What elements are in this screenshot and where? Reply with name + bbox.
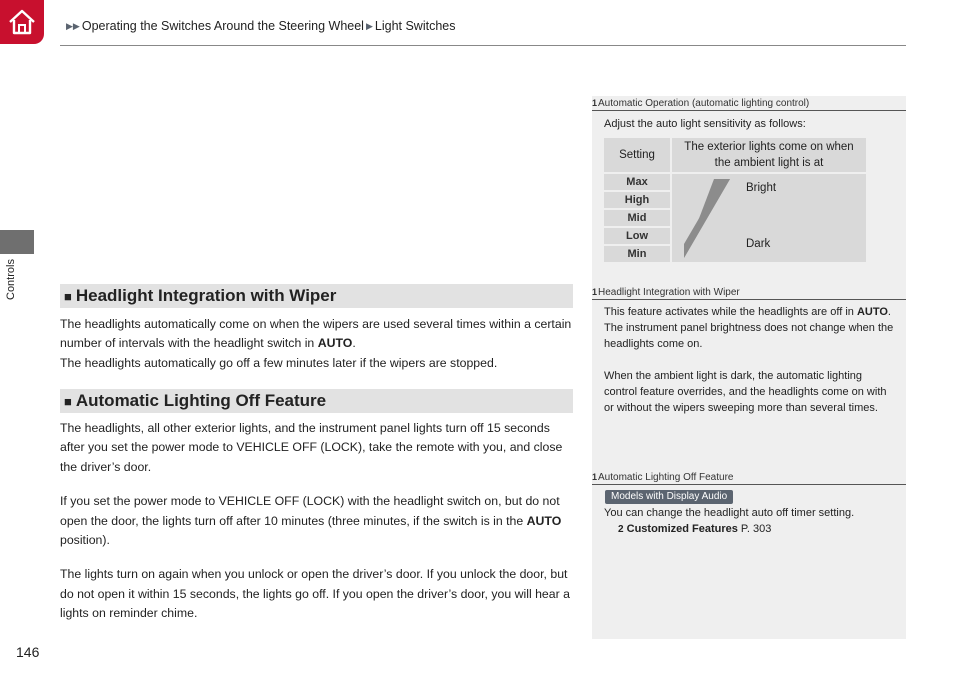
section-body-wiper (60, 315, 575, 373)
home-button[interactable] (0, 0, 44, 44)
section-heading-auto-off (60, 389, 573, 413)
note-title: Headlight Integration with Wiper (598, 286, 740, 298)
paragraph (604, 304, 896, 320)
table-row-setting: Min (604, 246, 670, 262)
square-bullet-icon: ■ (64, 288, 72, 304)
table-row-setting: Mid (604, 210, 670, 226)
chevron-right-icon: ▶▶ (66, 20, 80, 31)
square-bullet-icon: ■ (64, 393, 72, 409)
note-number: 1 (592, 98, 598, 108)
bright-label: Bright (746, 182, 777, 194)
text-run: . (352, 336, 356, 351)
text-run: position). (60, 533, 110, 548)
breadcrumb-item-light-switches[interactable]: Light Switches (374, 19, 456, 33)
table-row-setting: Low (604, 228, 670, 244)
note-title: Automatic Lighting Off Feature (598, 471, 734, 483)
auto-label: AUTO (317, 336, 353, 351)
auto-label: AUTO (856, 306, 888, 318)
auto-label: AUTO (526, 513, 562, 528)
paragraph: The headlights automatically go off a few minutes later if the wipers are stopped. (60, 355, 498, 370)
model-badge: Models with Display Audio (605, 490, 733, 504)
cross-reference-link[interactable] (604, 521, 896, 538)
dark-label: Dark (746, 238, 771, 250)
note-heading (592, 470, 906, 485)
section-title: Automatic Lighting Off Feature (75, 391, 327, 410)
note-title: Automatic Operation (automatic lighting control) (598, 97, 810, 109)
reference-page: P. 303 (737, 523, 772, 535)
section-body-auto-off (60, 419, 575, 624)
note-number: 1 (592, 472, 598, 482)
text-run: The headlights automatically come on when the wipers are used several times within a certain number of intervals with the headlight switch in (60, 317, 572, 351)
note-heading (592, 285, 906, 300)
home-icon (5, 5, 39, 39)
text-run: If you set the power mode to VEHICLE OFF (LOCK) with the headlight switch on, but do not open the door, the lights turn off after 10 minutes (three minutes, if the switch is in the (60, 494, 560, 528)
chevron-right-icon: ▶ (365, 20, 373, 31)
breadcrumb-item-switches[interactable]: Operating the Switches Around the Steering Wheel (81, 19, 364, 33)
table-ambient-cell (672, 174, 866, 262)
table-row-setting: High (604, 192, 670, 208)
page-number: 146 (16, 644, 40, 660)
breadcrumb (66, 19, 456, 33)
note-text (604, 505, 896, 538)
paragraph: The lights turn on again when you unlock or open the driver’s door. If you unlock the door, but do not open it within 15 seconds, the lights go off. If you open the driver’s door, you will hear a lights on reminder chime. (60, 567, 570, 621)
paragraph (60, 315, 575, 354)
paragraph: When the ambient light is dark, the automatic lighting control feature overrides, and the headlights come on with or without the wipers sweeping more than several times. (604, 370, 887, 414)
paragraph: The instrument panel brightness does not change when the headlights come on. (604, 322, 894, 350)
note-heading (592, 96, 906, 111)
table-header-setting: Setting (604, 138, 670, 172)
reference-title: Customized Features (626, 523, 738, 535)
note-number: 1 (592, 287, 598, 297)
table-header-ambient: The exterior lights come on when the ambient light is at (672, 138, 866, 172)
note-text: Adjust the auto light sensitivity as follows: (604, 118, 806, 130)
text-run: . (887, 306, 891, 318)
header-divider (60, 45, 906, 46)
chapter-label: Controls (5, 259, 17, 300)
text-run: This feature activates while the headlights are off in (604, 306, 857, 318)
section-title: Headlight Integration with Wiper (75, 286, 337, 305)
paragraph: The headlights, all other exterior lights, and the instrument panel lights turn off 15 seconds after you set the power mode to VEHICLE OFF (LOCK), take the remote with you, and close the driver’s door. (60, 421, 563, 474)
reference-arrow-icon: 2 (618, 524, 624, 535)
section-heading-wiper (60, 284, 573, 308)
paragraph: You can change the headlight auto off timer setting. (604, 507, 855, 519)
paragraph (60, 492, 575, 550)
note-text (604, 304, 896, 416)
table-row-setting: Max (604, 174, 670, 190)
